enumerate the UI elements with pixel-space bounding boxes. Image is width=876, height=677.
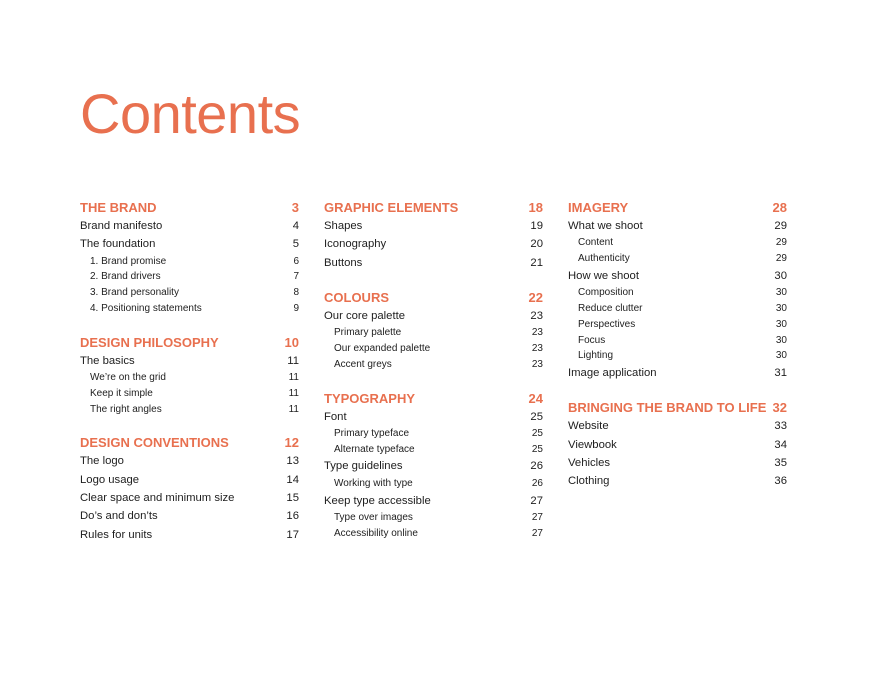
toc-subentry[interactable] (568, 235, 787, 251)
toc-section-heading[interactable] (568, 398, 787, 417)
entry-label: Authenticity (578, 253, 630, 265)
entry-label: 4. Positioning statements (90, 302, 202, 314)
entry-label: Alternate typeface (334, 443, 415, 455)
toc-subentry[interactable] (80, 269, 299, 285)
section-page-number: 24 (528, 390, 543, 406)
section-heading-label: COLOURS (324, 289, 389, 305)
entry-page-number: 11 (287, 354, 299, 367)
entry-page-number: 11 (288, 387, 299, 399)
section-page-number: 18 (528, 200, 543, 215)
entry-page-number: 16 (286, 510, 299, 523)
entry-label: Focus (578, 334, 606, 346)
entry-label: Buttons (324, 256, 363, 269)
toc-subentry[interactable] (324, 341, 543, 357)
entry-label: Accent greys (334, 358, 392, 370)
toc-section-imagery (568, 198, 787, 382)
toc-entry[interactable] (324, 217, 543, 235)
entry-page-number: 25 (531, 427, 543, 439)
toc-entry[interactable] (568, 267, 787, 285)
toc-subentry[interactable] (568, 285, 787, 301)
entry-page-number: 25 (530, 410, 543, 423)
toc-entry[interactable] (80, 217, 299, 235)
toc-entry[interactable] (568, 417, 787, 435)
toc-entry[interactable] (324, 254, 543, 272)
entry-label: Accessibility online (334, 527, 418, 539)
entry-page-number: 27 (530, 494, 543, 507)
toc-entry[interactable] (568, 364, 787, 382)
section-page-number: 32 (772, 400, 787, 416)
entry-page-number: 36 (774, 475, 787, 488)
entry-page-number: 30 (775, 350, 787, 362)
toc-entry[interactable] (324, 408, 543, 426)
entry-page-number: 26 (530, 460, 543, 473)
entry-label: Clear space and minimum size (80, 492, 235, 505)
entry-page-number: 30 (775, 318, 787, 330)
section-heading-label: THE BRAND (80, 200, 157, 215)
section-page-number: 28 (772, 200, 787, 215)
toc-entry[interactable] (568, 217, 787, 235)
toc-entry[interactable] (80, 352, 299, 370)
entry-page-number: 31 (774, 367, 787, 380)
page-title: Contents (80, 82, 301, 145)
section-heading-label: IMAGERY (568, 200, 629, 215)
toc-section-heading[interactable] (80, 333, 299, 352)
toc-subentry[interactable] (80, 301, 299, 317)
entry-page-number: 26 (531, 477, 543, 489)
toc-subentry[interactable] (80, 370, 299, 386)
entry-page-number: 35 (774, 457, 787, 470)
entry-label: Content (578, 237, 614, 249)
entry-label: Vehicles (568, 457, 611, 470)
entry-label: 2. Brand drivers (90, 271, 161, 283)
entry-page-number: 29 (774, 220, 787, 232)
toc-section-the-brand (80, 198, 299, 317)
entry-label: Rules for units (80, 528, 153, 541)
entry-label: Keep it simple (90, 387, 153, 399)
entry-label: Brand manifesto (80, 220, 163, 232)
toc-section-design-conventions (80, 433, 299, 543)
entry-page-number: 20 (530, 238, 543, 251)
entry-page-number: 27 (531, 527, 543, 539)
toc-entry[interactable] (80, 235, 299, 253)
toc-section-heading[interactable] (324, 288, 543, 307)
toc-section-heading[interactable] (80, 433, 299, 452)
entry-label: Type guidelines (324, 460, 403, 473)
toc-subentry[interactable] (568, 317, 787, 333)
toc-section-design-philosophy (80, 333, 299, 418)
entry-label: Primary typeface (334, 427, 410, 439)
entry-label: 3. Brand personality (90, 287, 179, 299)
entry-page-number: 33 (774, 420, 787, 433)
entry-page-number: 5 (292, 238, 299, 251)
toc-entry[interactable] (324, 492, 543, 510)
section-page-number: 3 (291, 200, 299, 215)
entry-page-number: 14 (286, 473, 299, 486)
entry-label: Working with type (334, 477, 413, 489)
toc-section-heading[interactable] (80, 198, 299, 217)
toc-subentry[interactable] (324, 426, 543, 442)
entry-page-number: 25 (531, 443, 543, 455)
toc-entry[interactable] (80, 452, 299, 470)
entry-label: Clothing (568, 475, 610, 488)
entry-label: How we shoot (568, 269, 639, 282)
entry-label: The logo (80, 455, 124, 468)
toc-section-colours (324, 288, 543, 373)
entry-page-number: 11 (288, 372, 299, 384)
entry-label: What we shoot (568, 220, 643, 232)
section-page-number: 22 (528, 289, 543, 305)
entry-page-number: 11 (288, 403, 299, 415)
entry-page-number: 23 (530, 309, 543, 322)
toc-entry[interactable] (324, 307, 543, 325)
entry-page-number: 4 (292, 220, 299, 232)
entry-page-number: 23 (531, 358, 543, 370)
toc-subentry[interactable] (80, 402, 299, 418)
entry-label: Viewbook (568, 438, 617, 451)
entry-page-number: 15 (286, 492, 299, 505)
toc-entry[interactable] (324, 457, 543, 475)
entry-page-number: 30 (775, 334, 787, 346)
toc-subentry[interactable] (324, 357, 543, 373)
toc-column-3 (568, 198, 787, 507)
entry-label: Our core palette (324, 309, 406, 322)
section-heading-label: TYPOGRAPHY (324, 390, 416, 406)
entry-page-number: 29 (775, 237, 787, 249)
toc-subentry[interactable] (568, 333, 787, 349)
entry-label: Logo usage (80, 473, 140, 486)
toc-subentry[interactable] (80, 386, 299, 402)
entry-label: 1. Brand promise (90, 255, 167, 267)
toc-section-heading[interactable] (568, 198, 787, 217)
entry-page-number: 23 (531, 342, 543, 354)
entry-page-number: 8 (293, 287, 299, 299)
entry-label: Composition (578, 287, 634, 299)
entry-page-number: 17 (286, 528, 299, 541)
section-page-number: 10 (284, 334, 299, 350)
section-heading-label: BRINGING THE BRAND TO LIFE (568, 400, 767, 416)
toc-section-bringing-the-brand-to-life (568, 398, 787, 490)
entry-label: Primary palette (334, 327, 402, 339)
entry-page-number: 21 (530, 256, 543, 269)
toc-section-graphic-elements (324, 198, 543, 272)
toc-subentry[interactable] (568, 301, 787, 317)
entry-label: Perspectives (578, 318, 636, 330)
entry-label: Font (324, 410, 347, 423)
section-page-number: 12 (284, 435, 299, 451)
entry-label: Reduce clutter (578, 302, 643, 314)
entry-label: Our expanded palette (334, 342, 431, 354)
toc-subentry[interactable] (80, 254, 299, 270)
toc-subentry[interactable] (324, 476, 543, 492)
entry-page-number: 27 (531, 511, 543, 523)
entry-label: Type over images (334, 511, 413, 523)
toc-entry[interactable] (80, 489, 299, 507)
entry-label: Do’s and don’ts (80, 510, 158, 523)
entry-page-number: 23 (531, 327, 543, 339)
toc-subentry[interactable] (324, 526, 543, 542)
entry-label: Shapes (324, 220, 363, 232)
toc-section-heading[interactable] (324, 389, 543, 408)
toc-subentry[interactable] (324, 510, 543, 526)
entry-label: Image application (568, 367, 657, 380)
section-heading-label: GRAPHIC ELEMENTS (324, 200, 459, 215)
entry-page-number: 30 (774, 269, 787, 282)
toc-column-1 (80, 198, 299, 560)
entry-page-number: 7 (293, 271, 299, 283)
entry-page-number: 19 (530, 220, 543, 232)
entry-label: The foundation (80, 238, 156, 251)
toc-subentry[interactable] (324, 325, 543, 341)
toc-entry[interactable] (80, 526, 299, 544)
toc-subentry[interactable] (80, 285, 299, 301)
section-heading-label: DESIGN PHILOSOPHY (80, 334, 219, 350)
entry-label: We’re on the grid (90, 372, 166, 384)
toc-entry[interactable] (568, 472, 787, 490)
toc-entry[interactable] (80, 507, 299, 525)
entry-label: The basics (80, 354, 135, 367)
section-heading-label: DESIGN CONVENTIONS (80, 435, 229, 451)
entry-label: Website (568, 420, 609, 433)
entry-page-number: 13 (286, 455, 299, 468)
entry-label: Lighting (578, 350, 614, 362)
toc-entry[interactable] (568, 454, 787, 472)
toc-section-heading[interactable] (324, 198, 543, 217)
entry-label: Keep type accessible (324, 494, 431, 507)
toc-entry[interactable] (324, 235, 543, 253)
entry-label: The right angles (90, 403, 162, 415)
entry-label: Iconography (324, 238, 387, 251)
entry-page-number: 29 (775, 253, 787, 265)
toc-entry[interactable] (568, 436, 787, 454)
entry-page-number: 9 (293, 302, 299, 314)
toc-subentry[interactable] (568, 348, 787, 364)
toc-subentry[interactable] (568, 251, 787, 267)
entry-page-number: 30 (775, 287, 787, 299)
entry-page-number: 34 (774, 438, 787, 451)
toc-section-typography (324, 389, 543, 542)
toc-subentry[interactable] (324, 442, 543, 458)
toc-entry[interactable] (80, 471, 299, 489)
entry-page-number: 30 (775, 302, 787, 314)
entry-page-number: 6 (293, 255, 299, 267)
toc-column-2 (324, 198, 543, 557)
